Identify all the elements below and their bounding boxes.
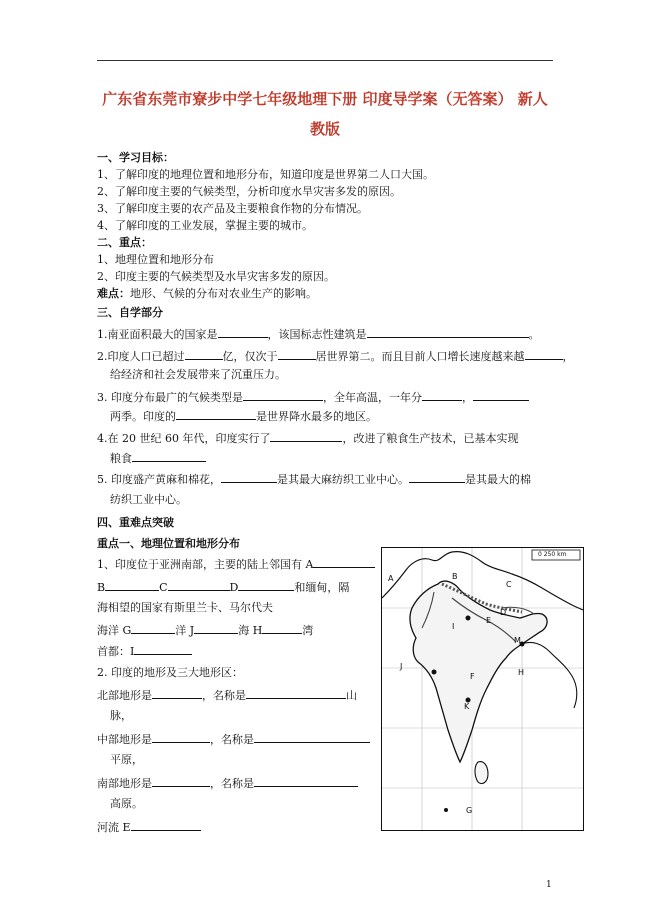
- header-rule: [97, 60, 553, 61]
- india-map-drawing: [382, 548, 583, 830]
- s4-blank-central-name[interactable]: [254, 732, 370, 743]
- page-number: 1: [546, 880, 552, 890]
- s4-line-11: [97, 776, 358, 791]
- q3-text-b: ，全年高温，一年分: [323, 391, 422, 404]
- key-point-2: 2、印度主要的气候类型及水旱灾害多发的原因。: [97, 270, 335, 283]
- q5-text-c: 是其最大的棉: [465, 473, 531, 486]
- objective-item-3: 3、了解印度主要的农产品及主要粮食作物的分布情况。: [97, 202, 368, 215]
- s4-blank-H[interactable]: [262, 623, 302, 634]
- map-label-C: C: [506, 580, 512, 589]
- s4-l9-text-a: 中部地形是: [97, 733, 152, 746]
- q5-blank-jute-city[interactable]: [221, 472, 277, 483]
- s4-blank-river-E[interactable]: [131, 820, 201, 831]
- question-3: [97, 390, 529, 405]
- s4-l4-J: 洋 J: [175, 624, 195, 637]
- question-4-cont: [110, 451, 206, 466]
- difficulty-label: 难点：: [97, 287, 130, 300]
- map-label-I: I: [452, 622, 455, 631]
- section4-heading: 四、重难点突破: [97, 516, 174, 529]
- q5-text-b: 是其最大麻纺织工业中心。: [277, 473, 409, 486]
- q4-blank-selfsufficient[interactable]: [132, 451, 206, 462]
- q1-text-a: 1.南亚面积最大的国家是: [97, 328, 218, 341]
- s4-l4-H: 海 H: [238, 624, 263, 637]
- q3-text-d: 两季。印度的: [110, 410, 176, 423]
- s4-line-12: 高原。: [110, 797, 143, 810]
- s4-blank-D[interactable]: [238, 580, 294, 591]
- s4-l2-B: B: [97, 581, 106, 594]
- s4-line-5: [97, 644, 192, 659]
- s4-l7-text-a: 北部地形是: [97, 689, 152, 702]
- s4-l7-text-c: 山: [346, 689, 357, 702]
- s4-line-10: 平原，: [110, 753, 143, 766]
- map-label-K: K: [464, 702, 470, 711]
- q2-blank-speed[interactable]: [525, 349, 563, 360]
- s4-l1-text: 1、印度位于亚洲南部，主要的陆上邻国有 A: [97, 558, 314, 571]
- capital-dot: [466, 616, 471, 621]
- map-label-E: E: [486, 616, 492, 625]
- question-4: [97, 431, 518, 446]
- s4-l5-text: 首都：I: [97, 645, 135, 658]
- q3-blank-climate[interactable]: [243, 390, 323, 401]
- q1-text-c: 。: [528, 328, 540, 341]
- s4-line-6: 2. 印度的地形及三大地形区：: [97, 666, 243, 679]
- s4-blank-J[interactable]: [194, 623, 238, 634]
- map-label-G: G: [466, 806, 473, 815]
- s4-blank-central-type[interactable]: [152, 732, 210, 743]
- s4-l11-text-a: 南部地形是: [97, 777, 152, 790]
- section2-heading: 二、重点：: [97, 236, 152, 249]
- s4-line-8: 脉，: [110, 709, 132, 722]
- objective-item-2: 2、了解印度主要的气候类型，分析印度水旱灾害多发的原因。: [97, 185, 401, 198]
- s4-l4-tail: 湾: [302, 624, 314, 637]
- map-label-H: H: [518, 668, 525, 677]
- q4-blank-revolution[interactable]: [270, 431, 342, 442]
- map-label-F: F: [470, 672, 475, 681]
- s4-line-3: 海相望的国家有斯里兰卡、马尔代夫: [97, 601, 273, 614]
- difficulty-line: [97, 287, 317, 301]
- s4-line-4: [97, 623, 313, 638]
- sri-lanka-island: [475, 762, 488, 784]
- s4-blank-C[interactable]: [168, 580, 230, 591]
- s4-blank-A[interactable]: [313, 557, 375, 568]
- map-label-A: A: [388, 574, 394, 583]
- q3-blank-region[interactable]: [176, 409, 256, 420]
- s4-l11-text-b: ，名称是: [210, 777, 254, 790]
- question-1: [97, 327, 540, 342]
- s4-l7-text-b: ，名称是: [202, 689, 246, 702]
- key-point-1: 1、地理位置和地形分布: [97, 253, 214, 266]
- q2-text-d: ，: [562, 350, 574, 363]
- q3-blank-season1[interactable]: [422, 390, 462, 401]
- section3-heading: 三、自学部分: [97, 306, 163, 319]
- q4-text-b: ，改进了粮食生产技术，已基本实现: [342, 432, 519, 445]
- q1-text-b: ，该国标志性建筑是: [267, 328, 367, 341]
- s4-blank-G[interactable]: [131, 623, 175, 634]
- city-dot-west: [432, 670, 437, 675]
- question-2-cont: 给经济和社会发展带来了沉重压力。: [110, 368, 286, 381]
- q3-text-c: ，: [462, 391, 473, 404]
- key-topic-1-heading: 重点一、地理位置和地形分布: [97, 537, 240, 550]
- section1-heading: 一、学习目标：: [97, 151, 174, 164]
- question-3-cont: [110, 409, 377, 424]
- s4-blank-I[interactable]: [134, 644, 192, 655]
- q2-blank-population[interactable]: [185, 349, 223, 360]
- question-5: [97, 472, 531, 487]
- map-label-M: M: [514, 636, 521, 645]
- maldives-dot: [444, 808, 448, 812]
- india-map: [381, 547, 584, 831]
- q1-blank-country[interactable]: [218, 327, 268, 338]
- q2-text-c: 居世界第二。而且目前人口增长速度越来越: [315, 350, 525, 363]
- map-label-D: D: [500, 608, 507, 617]
- s4-line-2: [97, 580, 349, 595]
- s4-blank-north-type[interactable]: [152, 688, 202, 699]
- s4-l2-C: C: [159, 581, 168, 594]
- q2-blank-country[interactable]: [278, 349, 316, 360]
- q2-text-b: 亿，仅次于: [222, 350, 278, 363]
- s4-blank-south-name[interactable]: [254, 776, 358, 787]
- s4-line-1: [97, 557, 375, 572]
- s4-blank-B[interactable]: [105, 580, 159, 591]
- question-5-cont: 纺织工业中心。: [110, 493, 187, 506]
- s4-line-13: [97, 820, 201, 835]
- page-title-line1: 广东省东莞市寮步中学七年级地理下册 印度导学案（无答案） 新人: [102, 90, 548, 108]
- s4-line-7: [97, 688, 357, 703]
- map-label-J: J: [400, 662, 403, 671]
- s4-l13-text: 河流 E: [97, 821, 131, 834]
- objective-item-4: 4、了解印度的工业发展，掌握主要的城市。: [97, 219, 313, 232]
- difficulty-text: 地形、气候的分布对农业生产的影响。: [130, 287, 317, 300]
- q4-text-a: 4.在 20 世纪 60 年代，印度实行了: [97, 432, 271, 445]
- s4-l2-D: D: [229, 581, 239, 594]
- eastern-border: [522, 642, 577, 708]
- s4-line-9: [97, 732, 370, 747]
- q3-text-e: 是世界降水最多的地区。: [256, 410, 377, 423]
- s4-l4-G: 海洋 G: [97, 624, 132, 637]
- q5-blank-cotton-city[interactable]: [409, 472, 465, 483]
- objective-item-1: 1、了解印度的地理位置和地形分布，知道印度是世界第二人口大国。: [97, 168, 434, 181]
- page-title-line2: 教版: [309, 120, 340, 138]
- q3-blank-season2[interactable]: [473, 390, 529, 401]
- q2-text-a: 2.印度人口已超过: [97, 350, 185, 363]
- scale-text: 0 250 km: [538, 551, 567, 558]
- q5-text-a: 5. 印度盛产黄麻和棉花，: [97, 473, 221, 486]
- s4-blank-north-name[interactable]: [246, 688, 346, 699]
- map-label-B: B: [452, 572, 458, 581]
- s4-blank-south-type[interactable]: [152, 776, 210, 787]
- q3-text-a: 3. 印度分布最广的气候类型是: [97, 391, 243, 404]
- s4-l9-text-b: ，名称是: [210, 733, 254, 746]
- q1-blank-building[interactable]: [367, 327, 529, 338]
- q4-text-c: 粮食: [110, 452, 132, 465]
- s4-l2-tail: 和缅甸，隔: [294, 581, 350, 594]
- question-2: [97, 349, 574, 364]
